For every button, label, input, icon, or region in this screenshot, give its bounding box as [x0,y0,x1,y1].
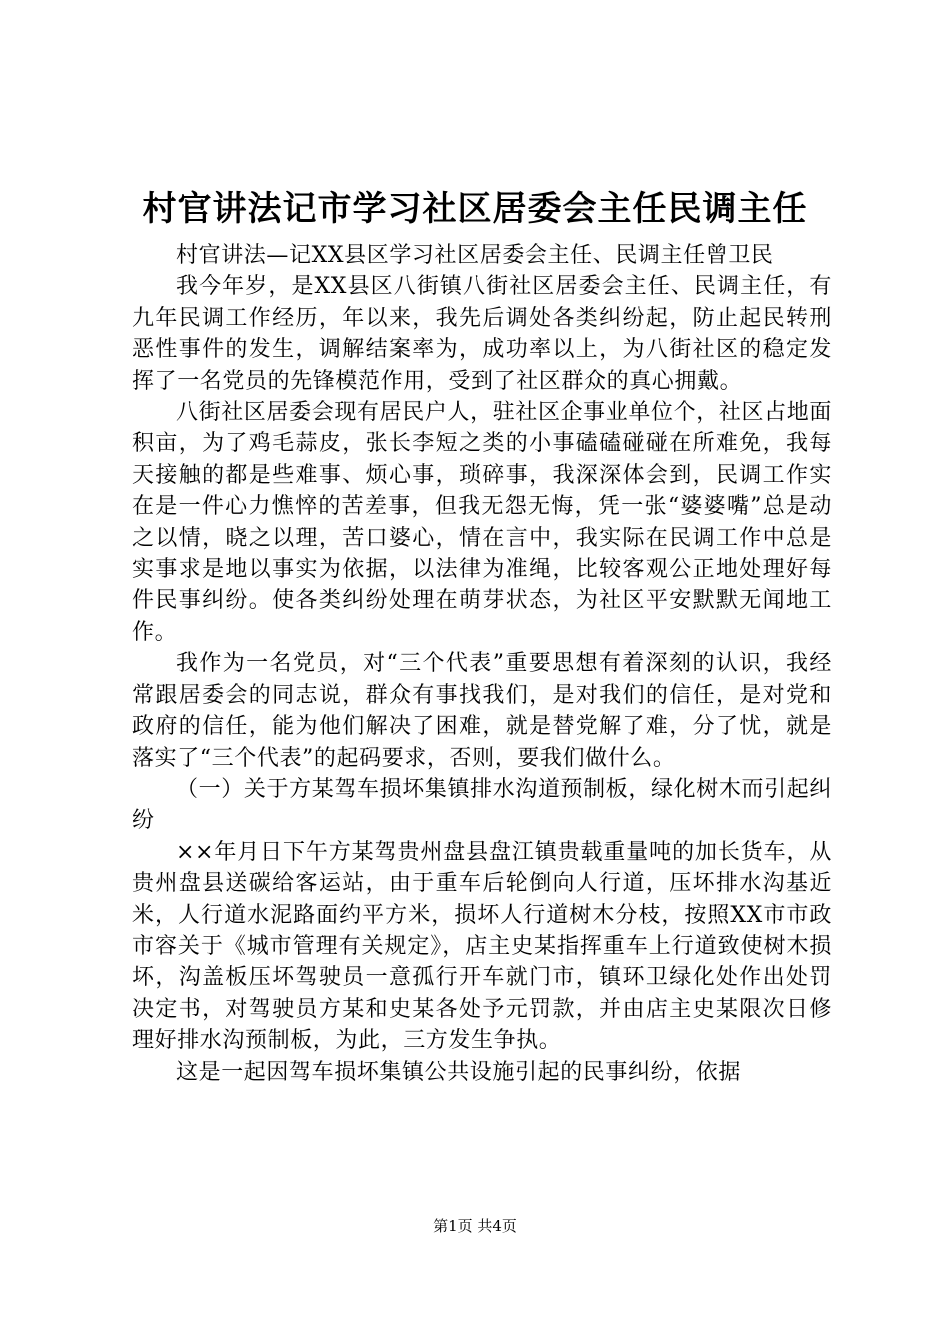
paragraph-subtitle: 村官讲法—记XX县区学习社区居委会主任、民调主任曾卫民 [176,243,774,268]
paragraph-case-details: ××年月日下午方某驾贵州盘县盘江镇贵载重量吨的加长货车，从贵州盘县送碳给客运站，由于重车后轮倒向人行道，压坏排水沟基近米，人行道水泥路面约平方米，损坏人行道树木分枝，按照XX市市政市容关于《城市管理有关规定》，店主史某指挥重车上行道致使树木损坏，沟盖板压坏驾驶员一意孤行开车就门市，镇环卫绿化处作出处罚决定书，对驾驶员方某和史某各处予元罚款，并由店主史某限次日修理好排水沟预制板，为此，三方发生争执。 [132,839,832,1054]
document-body [132,240,832,1088]
document-title: 村官讲法记市学习社区居委会主任民调主任 [142,189,808,229]
paragraph-case-heading: （一）关于方某驾车损坏集镇排水沟道预制板，绿化树木而引起纠纷 [132,776,832,834]
page-number-footer: 第1页 共4页 [433,1217,517,1235]
paragraph-case-analysis: 这是一起因驾车损坏集镇公共设施引起的民事纠纷，依据 [176,1059,742,1085]
paragraph-introduction: 我今年岁，是XX县区八街镇八街社区居委会主任、民调主任，有九年民调工作经历，年以来，我先后调处各类纠纷起，防止起民转刑恶性事件的发生，调解结案率为，成功率以上，为八街社区的稳定发挥了一名党员的先锋模范作用，受到了社区群众的真心拥戴。 [132,274,832,394]
paragraph-party-member: 我作为一名党员，对“三个代表”重要思想有着深刻的认识，我经常跟居委会的同志说，群众有事找我们，是对我们的信任，是对党和政府的信任，能为他们解决了困难，就是替党解了难，分了忧，就是落实了“三个代表”的起码要求，否则，要我们做什么。 [132,651,832,771]
paragraph-community-work: 八街社区居委会现有居民户人，驻社区企事业单位个，社区占地面积亩，为了鸡毛蒜皮，张长李短之类的小事磕磕碰碰在所难免，我每天接触的都是些难事、烦心事，琐碎事，我深深体会到，民调工作实在是一件心力憔悴的苦差事，但我无怨无悔，凭一张“婆婆嘴”总是动之以情，晓之以理，苦口婆心，情在言中，我实际在民调工作中总是实事求是地以事实为依据，以法律为准绳，比较客观公正地处理好每件民事纠纷。使各类纠纷处理在萌芽状态，为社区平安默默无闻地工作。 [132,400,832,645]
